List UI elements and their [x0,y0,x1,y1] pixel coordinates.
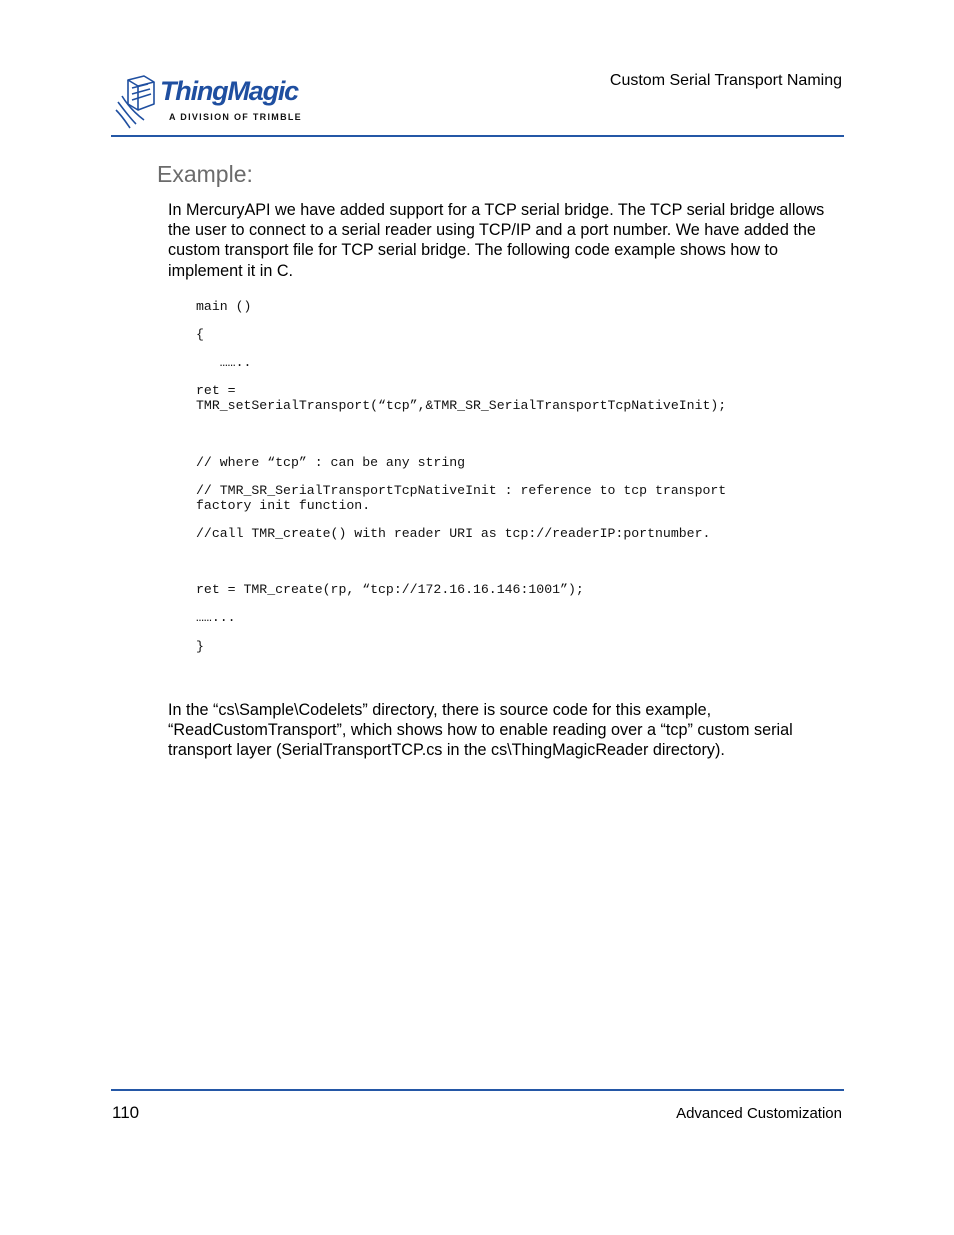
logo-wordmark: ThingMagic [160,76,298,106]
code-line: // where “tcp” : can be any string [196,455,466,470]
intro-paragraph: In MercuryAPI we have added support for a TCP serial bridge. The TCP serial bridge allows the user to connect to a serial reader using TCP/IP and a port number. We have added the custom transport file for TCP serial bridge. The following code example shows how to implement it in C. [168,201,825,280]
running-header-title: Custom Serial Transport Naming [609,72,842,89]
code-line: { [196,327,204,342]
code-line: } [196,639,204,654]
footer-rule [111,1089,844,1091]
reader-antenna-icon [114,74,162,130]
code-line: ……... [196,610,236,625]
thingmagic-logo [114,72,314,132]
code-line: ret = TMR_create(rp, “tcp://172.16.16.146:1001”); [196,582,584,597]
code-line: // TMR_SR_SerialTransportTcpNativeInit : reference to tcp transport factory init function. [196,483,727,513]
header-rule [111,135,844,137]
section-title: Example: [157,161,253,187]
code-line: ret = TMR_setSerialTransport(“tcp”,&TMR_SR_SerialTransportTcpNativeInit); [196,383,727,413]
code-line: …….. [196,355,252,370]
code-line: //call TMR_create() with reader URI as tcp://readerIP:portnumber. [196,526,711,541]
code-line: main () [196,299,252,314]
footer-chapter-title: Advanced Customization [676,1105,842,1122]
outro-paragraph: In the “cs\Sample\Codelets” directory, there is source code for this example, “ReadCustomTransport”, which shows how to enable reading over a “tcp” custom serial transport layer (SerialTransportTCP.cs in the cs\ThingMagicReader directory). [168,701,793,760]
logo-tagline: A DIVISION OF TRIMBLE [169,112,302,122]
page-number: 110 [112,1103,140,1122]
